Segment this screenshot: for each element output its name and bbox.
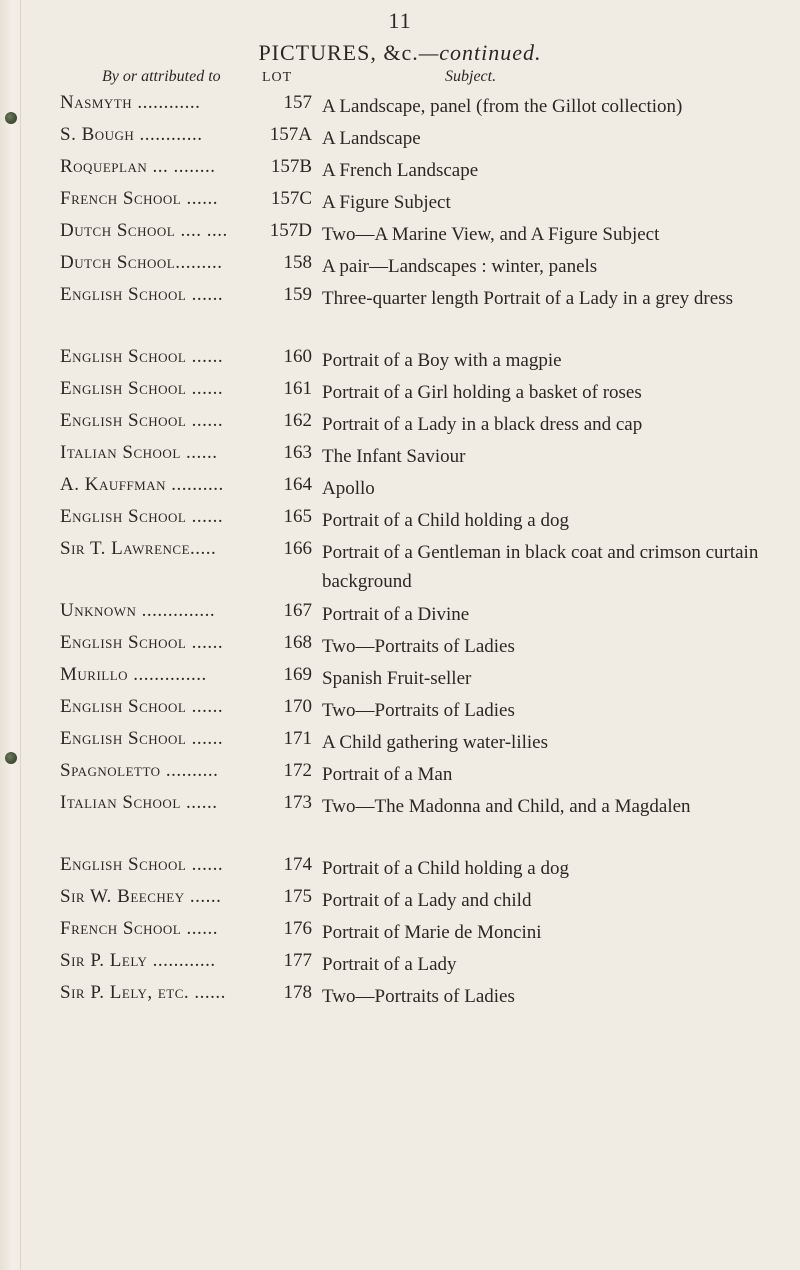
lot-number: 178 (283, 982, 312, 1003)
catalogue-row (0, 122, 800, 154)
subject-text: Two—A Marine View, and A Figure Subject (322, 224, 660, 245)
lot-number: 163 (283, 442, 312, 463)
catalogue-list (0, 90, 800, 1012)
artist-name: English School ...... (60, 854, 224, 875)
subject-text: Two—The Madonna and Child, and a Magdalen (322, 796, 691, 817)
subject-text: Portrait of a Lady (322, 954, 457, 975)
lot-number: 158 (283, 252, 312, 273)
subject-text: A Landscape, panel (from the Gillot collection) (322, 96, 683, 117)
lot-number: 157B (270, 156, 312, 177)
lot-number: 168 (283, 632, 312, 653)
lot-number: 170 (283, 696, 312, 717)
lot-number: 157D (269, 220, 312, 241)
artist-name: Dutch School .... .... (60, 220, 228, 241)
page-heading (0, 40, 800, 66)
artist-name: English School ...... (60, 346, 224, 367)
subject-text: Two—Portraits of Ladies (322, 700, 515, 721)
column-headers (0, 68, 800, 90)
column-header-attributed: By or attributed to (102, 68, 221, 85)
heading-main: PICTURES, &c. (258, 40, 419, 65)
catalogue-row (0, 218, 800, 250)
subject-text: Apollo (322, 478, 375, 499)
artist-name: Sir T. Lawrence..... (60, 538, 217, 559)
column-header-subject: Subject. (445, 68, 497, 85)
lot-number: 167 (283, 600, 312, 621)
catalogue-row (0, 980, 800, 1012)
artist-name: Spagnoletto .......... (60, 760, 219, 781)
subject-text: Three-quarter length Portrait of a Lady in a grey dress (322, 288, 733, 309)
artist-name: S. Bough ............ (60, 124, 203, 145)
catalogue-row (0, 90, 800, 122)
heading-continued: —continued. (418, 40, 542, 65)
subject-text: Portrait of a Divine (322, 604, 470, 625)
subject-text: Two—Portraits of Ladies (322, 636, 515, 657)
artist-name: English School ...... (60, 284, 224, 305)
artist-name: Sir P. Lely ............ (60, 950, 216, 971)
lot-number: 157A (269, 124, 312, 145)
subject-text: Portrait of a Lady and child (322, 890, 532, 911)
catalogue-row (0, 344, 800, 376)
subject-text: Portrait of a Lady in a black dress and cap (322, 414, 643, 435)
catalogue-row (0, 662, 800, 694)
lot-number: 160 (283, 346, 312, 367)
catalogue-row (0, 598, 800, 630)
artist-name: Italian School ...... (60, 442, 218, 463)
catalogue-row (0, 536, 800, 598)
artist-name: English School ...... (60, 506, 224, 527)
artist-name: Sir P. Lely, etc. ...... (60, 982, 226, 1003)
lot-number: 157 (283, 92, 312, 113)
catalogue-row (0, 790, 800, 852)
artist-name: English School ...... (60, 696, 224, 717)
subject-text: Portrait of a Girl holding a basket of roses (322, 382, 642, 403)
lot-number: 173 (283, 792, 312, 813)
artist-name: Sir W. Beechey ...... (60, 886, 222, 907)
catalogue-row (0, 758, 800, 790)
catalogue-row (0, 504, 800, 536)
subject-text: Portrait of a Man (322, 764, 453, 785)
subject-text: A Figure Subject (322, 192, 451, 213)
subject-text: A Landscape (322, 128, 421, 149)
lot-number: 177 (283, 950, 312, 971)
lot-number: 169 (283, 664, 312, 685)
catalogue-row (0, 440, 800, 472)
page-number: 11 (388, 8, 412, 33)
artist-name: Nasmyth ............ (60, 92, 201, 113)
lot-number: 161 (283, 378, 312, 399)
column-header-lot: LOT (262, 70, 293, 85)
artist-name: Italian School ...... (60, 792, 218, 813)
lot-number: 171 (283, 728, 312, 749)
lot-number: 165 (283, 506, 312, 527)
lot-number: 166 (283, 538, 312, 559)
catalogue-row (0, 948, 800, 980)
subject-text: A French Landscape (322, 160, 479, 181)
artist-name: Dutch School......... (60, 252, 223, 273)
lot-number: 172 (283, 760, 312, 781)
lot-number: 175 (283, 886, 312, 907)
subject-text: Portrait of a Child holding a dog (322, 510, 569, 531)
lot-number: 159 (283, 284, 312, 305)
lot-number: 162 (283, 410, 312, 431)
lot-number: 174 (283, 854, 312, 875)
catalogue-row (0, 852, 800, 884)
catalogue-row (0, 726, 800, 758)
lot-number: 164 (283, 474, 312, 495)
subject-text: Portrait of Marie de Moncini (322, 922, 542, 943)
artist-name: Roqueplan ... ........ (60, 156, 216, 177)
catalogue-row (0, 282, 800, 344)
subject-text: Portrait of a Gentleman in black coat and crimson curtain background (322, 542, 759, 592)
subject-text: A pair—Landscapes : winter, panels (322, 256, 598, 277)
catalogue-row (0, 154, 800, 186)
lot-number: 157C (270, 188, 312, 209)
artist-name: English School ...... (60, 632, 224, 653)
subject-text: Two—Portraits of Ladies (322, 986, 515, 1007)
catalogue-row (0, 884, 800, 916)
artist-name: Unknown .............. (60, 600, 216, 621)
artist-name: English School ...... (60, 728, 224, 749)
artist-name: Murillo .............. (60, 664, 207, 685)
subject-text: The Infant Saviour (322, 446, 466, 467)
artist-name: A. Kauffman .......... (60, 474, 224, 495)
artist-name: French School ...... (60, 918, 218, 939)
catalogue-row (0, 186, 800, 218)
catalogue-row (0, 408, 800, 440)
subject-text: A Child gathering water-lilies (322, 732, 548, 753)
subject-text: Portrait of a Child holding a dog (322, 858, 569, 879)
subject-text: Spanish Fruit-seller (322, 668, 472, 689)
catalogue-row (0, 250, 800, 282)
catalogue-row (0, 376, 800, 408)
artist-name: English School ...... (60, 410, 224, 431)
catalogue-row (0, 472, 800, 504)
lot-number: 176 (283, 918, 312, 939)
catalogue-row (0, 630, 800, 662)
subject-text: Portrait of a Boy with a magpie (322, 350, 562, 371)
catalogue-row (0, 694, 800, 726)
artist-name: French School ...... (60, 188, 218, 209)
catalogue-row (0, 916, 800, 948)
artist-name: English School ...... (60, 378, 224, 399)
